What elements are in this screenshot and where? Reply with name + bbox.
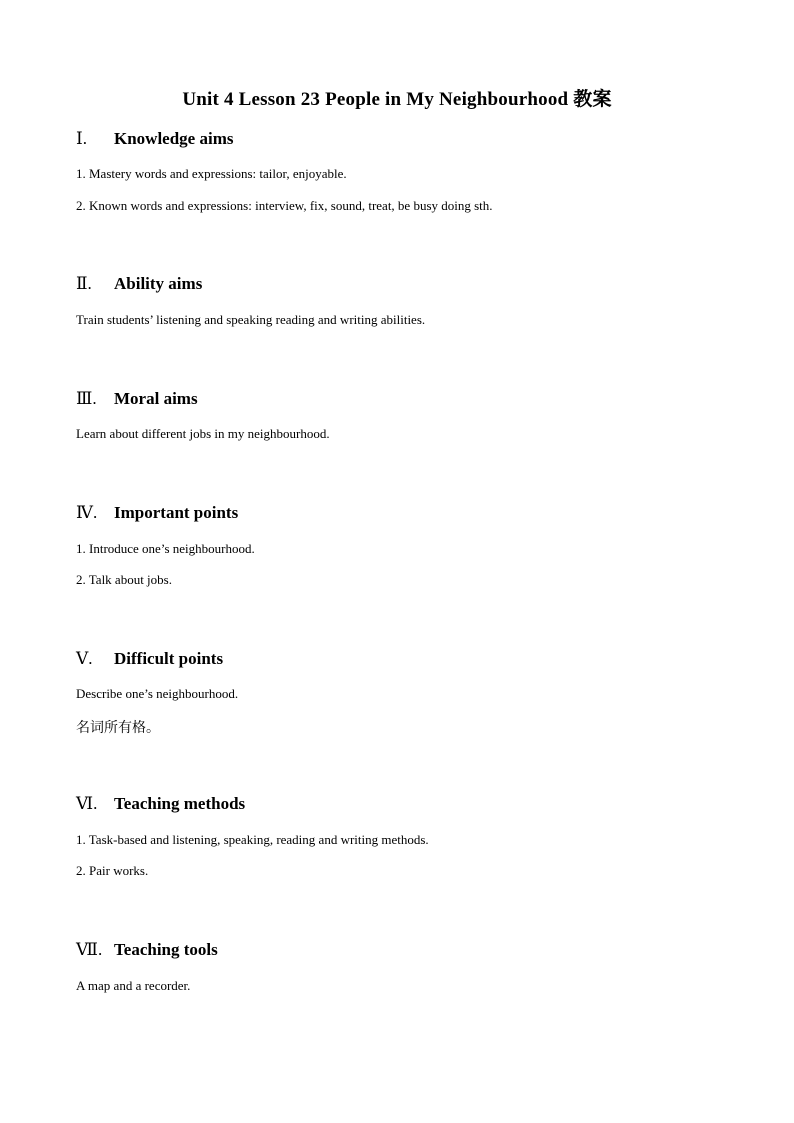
section-line: Describe one’s neighbourhood. bbox=[76, 686, 239, 701]
section-heading-knowledge-aims bbox=[76, 129, 233, 149]
section-line: 2. Pair works. bbox=[76, 863, 149, 878]
page-title: Unit 4 Lesson 23 People in My Neighbourhood 教案 bbox=[182, 89, 612, 110]
section-line: 名词所有格。 bbox=[76, 720, 160, 736]
section-line: Train students’ listening and speaking reading and writing abilities. bbox=[76, 312, 426, 327]
section-heading-moral-aims bbox=[76, 389, 198, 409]
section-line: 2. Talk about jobs. bbox=[76, 572, 172, 587]
section-title: Knowledge aims bbox=[114, 129, 234, 148]
section-title: Difficult points bbox=[114, 649, 224, 668]
section-title: Important points bbox=[114, 503, 239, 522]
section-title: Moral aims bbox=[114, 389, 198, 408]
section-line: A map and a recorder. bbox=[76, 978, 191, 993]
section-line: Learn about different jobs in my neighbourhood. bbox=[76, 426, 330, 441]
section-line: 1. Task-based and listening, speaking, reading and writing methods. bbox=[76, 832, 429, 847]
section-heading-teaching-methods bbox=[76, 794, 245, 814]
section-line: 1. Introduce one’s neighbourhood. bbox=[76, 541, 255, 556]
section-numeral: Ⅵ. bbox=[76, 794, 98, 813]
section-line: 1. Mastery words and expressions: tailor, enjoyable. bbox=[76, 166, 347, 181]
section-numeral: Ⅴ. bbox=[76, 649, 93, 668]
section-heading-teaching-tools bbox=[76, 940, 218, 960]
section-heading-ability-aims bbox=[76, 274, 202, 294]
section-heading-difficult-points bbox=[76, 649, 223, 669]
section-title: Ability aims bbox=[114, 274, 203, 293]
section-numeral: Ⅶ. bbox=[76, 940, 103, 959]
section-title: Teaching methods bbox=[114, 794, 246, 813]
section-numeral: Ⅳ. bbox=[76, 503, 98, 522]
section-numeral: Ⅲ. bbox=[76, 389, 97, 408]
section-title: Teaching tools bbox=[114, 940, 218, 959]
section-numeral: Ⅱ. bbox=[76, 274, 92, 293]
section-heading-important-points bbox=[76, 503, 238, 523]
section-line: 2. Known words and expressions: interview, fix, sound, treat, be busy doing sth. bbox=[76, 198, 493, 213]
section-numeral: Ⅰ. bbox=[76, 129, 87, 148]
